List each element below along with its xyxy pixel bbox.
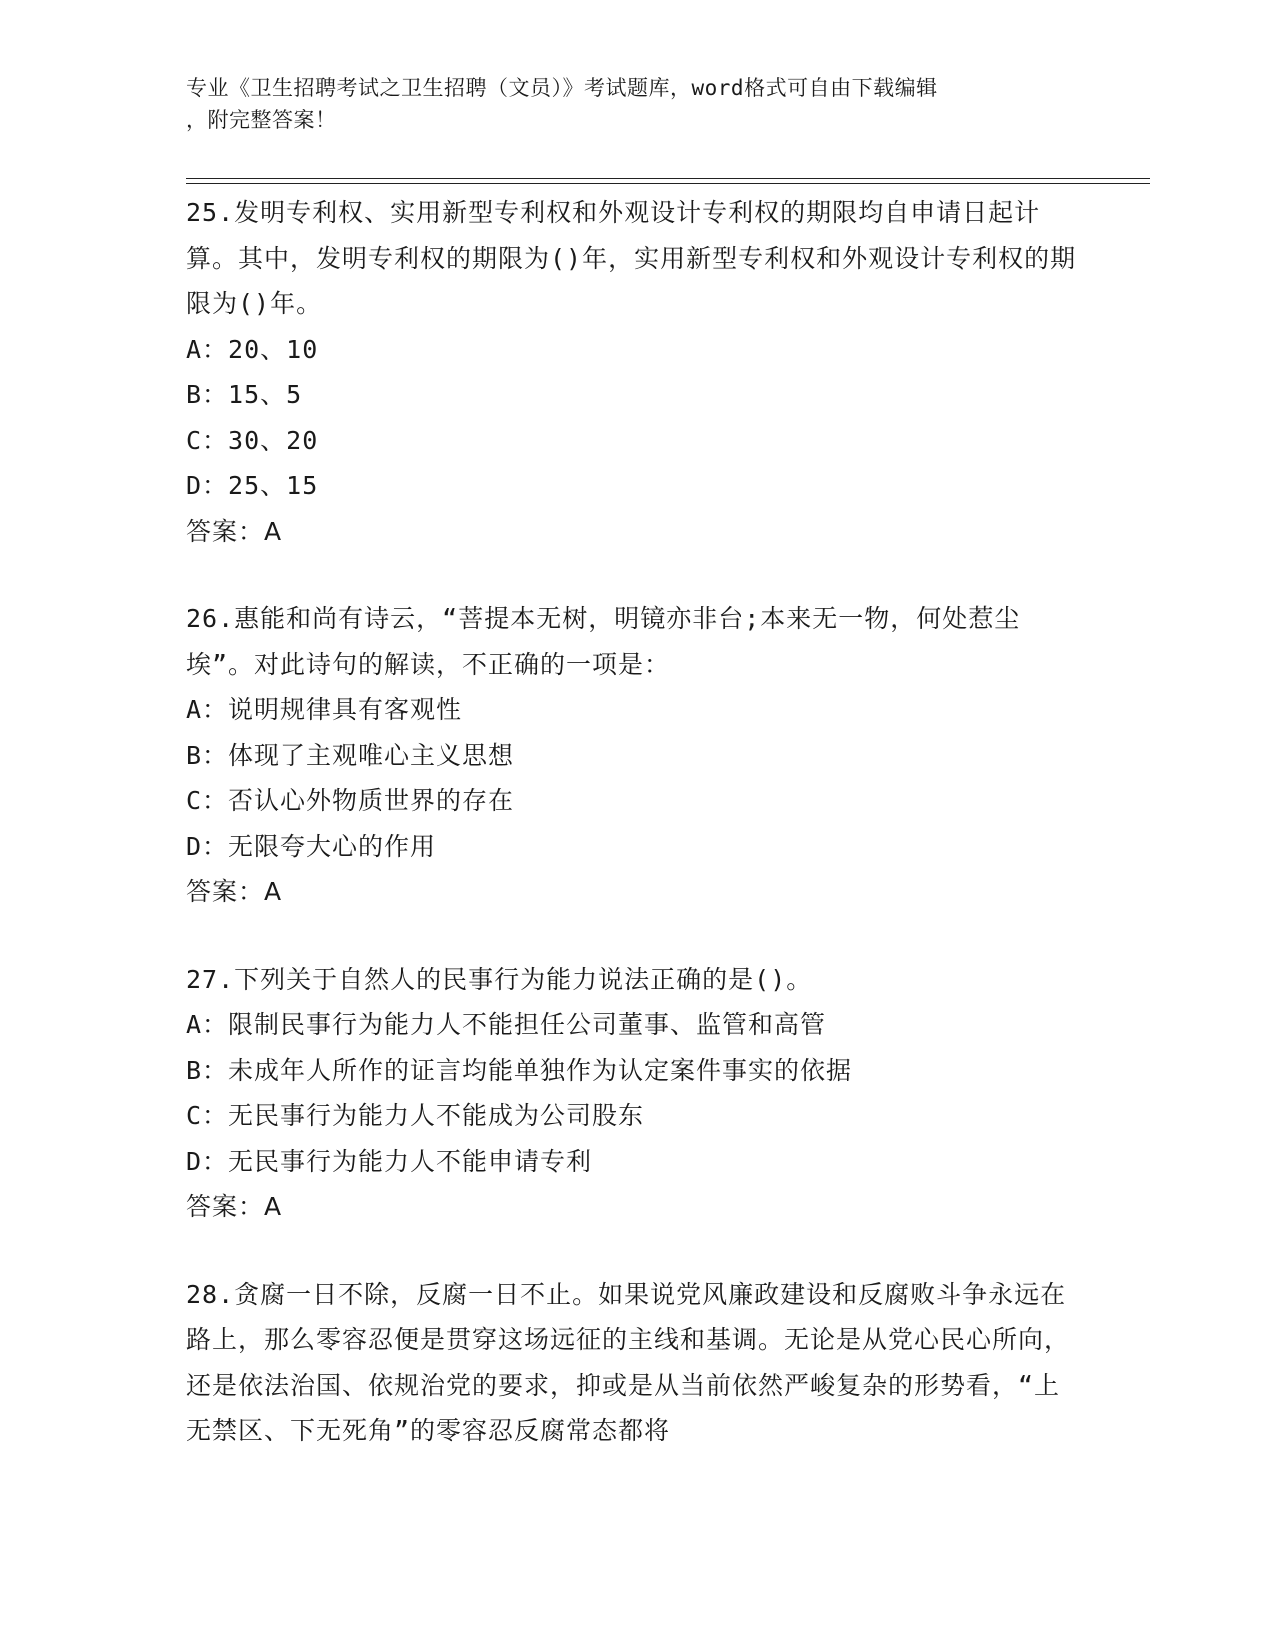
question-stem: 26.惠能和尚有诗云，“菩提本无树，明镜亦非台;本来无一物，何处惹尘埃”。对此诗句的解读，不正确的一项是： — [186, 604, 1021, 679]
option-b: B：未成年人所作的证言均能单独作为认定案件事实的依据 — [186, 1055, 853, 1085]
question-stem: 27.下列关于自然人的民事行为能力说法正确的是()。 — [186, 964, 813, 994]
option-c: C：无民事行为能力人不能成为公司股东 — [186, 1101, 645, 1130]
option-d: D：无限夸大心的作用 — [186, 831, 437, 861]
document-header — [186, 72, 1066, 136]
option-c: C：30、20 — [186, 425, 319, 455]
header-line-1: 专业《卫生招聘考试之卫生招聘（文员）》考试题库，word格式可自由下载编辑 — [186, 76, 938, 100]
header-line-2: ，附完整答案！ — [186, 108, 337, 132]
option-c: C：否认心外物质世界的存在 — [186, 786, 515, 815]
option-a: A：说明规律具有客观性 — [186, 695, 463, 724]
question-25 — [186, 190, 1086, 554]
option-a: A：20、10 — [186, 334, 319, 364]
question-stem: 25.发明专利权、实用新型专利权和外观设计专利权的期限均自申请日起计算。其中，发明专利权的期限为()年，实用新型专利权和外观设计专利权的期限为()年。 — [186, 198, 1077, 318]
option-b: B：体现了主观唯心主义思想 — [186, 740, 515, 770]
option-a: A：限制民事行为能力人不能担任公司董事、监管和高管 — [186, 1010, 827, 1039]
option-d: D：25、15 — [186, 471, 319, 500]
question-26 — [186, 596, 1086, 915]
question-27 — [186, 957, 1086, 1230]
header-divider-top — [186, 178, 1150, 179]
option-b: B：15、5 — [186, 380, 303, 409]
answer-line: 答案：A — [186, 1192, 283, 1221]
option-d: D：无民事行为能力人不能申请专利 — [186, 1146, 593, 1176]
question-stem: 28.贪腐一日不除，反腐一日不止。如果说党风廉政建设和反腐败斗争永远在路上，那么零容忍便是贯穿这场远征的主线和基调。无论是从党心民心所向，还是依法治国、依规治党的要求，抑或是从当前依然严峻复杂的形势看，“上无禁区、下无死角”的零容忍反腐常态都将 — [186, 1279, 1071, 1445]
answer-line: 答案：A — [186, 877, 283, 906]
question-28 — [186, 1272, 1086, 1454]
question-list — [186, 190, 1086, 1496]
header-divider-bottom — [186, 183, 1150, 184]
answer-line: 答案：A — [186, 516, 283, 546]
